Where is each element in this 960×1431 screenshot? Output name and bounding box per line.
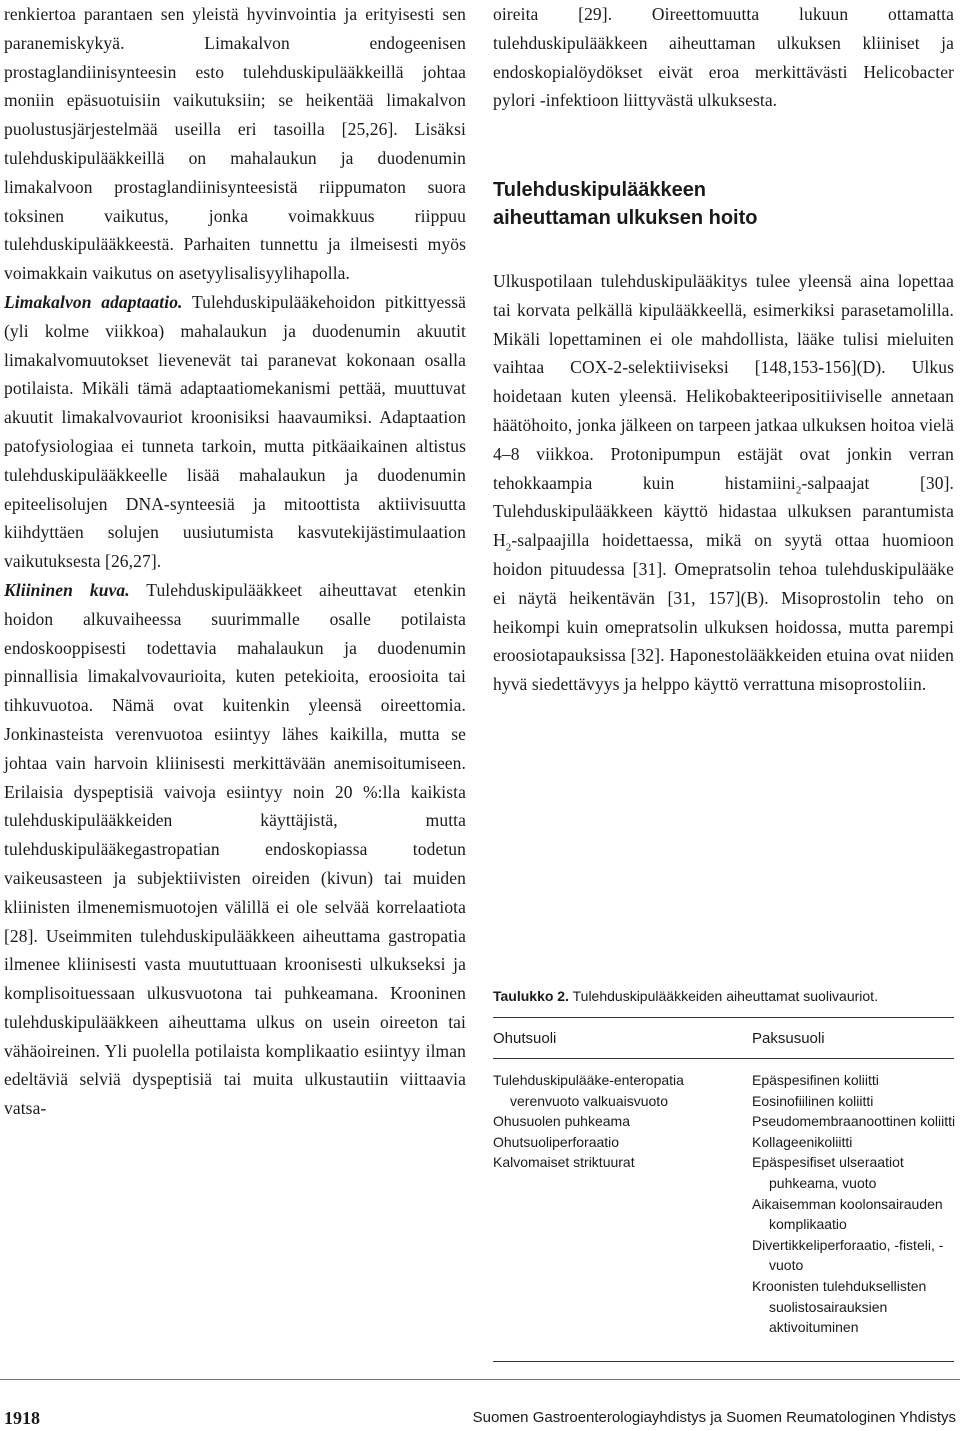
paragraph-mucosal-adaptation <box>4 288 466 576</box>
page-number: 1918 <box>4 1408 40 1428</box>
paragraph-continuation: oireita [29]. Oireettomuutta lukuun ottamatta tulehduskipulääkkeen aiheuttaman ulkuksen kliiniset ja endoskopialöydökset eivät eroa merkittävästi Helicobacter pylori -infektioon liittyvästä ulkuksesta. <box>493 4 954 111</box>
table-cell: Divertikkeliperforaatio, -fisteli, -vuoto <box>752 1236 944 1274</box>
table-cell: Pseudomembraanoottinen koliitti <box>752 1113 956 1130</box>
table-cell: Ohusuolen puhkeama <box>493 1113 630 1130</box>
subscript-2: 2 <box>505 541 512 554</box>
treatment-text-part-3: -salpaajilla hoidettaessa, mikä on syytä ottaa huomioon hoidon pituudessa [31]. Omepratsolin tehoa tulehduskipulääke ei näytä heikentävän [31, 157](B). Misoprostolin teho on heikompi kuin omepratsolin ulkuksen hoidossa, mutta parempi eroosiotapauksissa [32]. Haponestolääkkeiden etuina ovat niiden hyvä siedettävyys ja helppo käyttö verrattuna misoprostoliin. <box>493 530 954 695</box>
table-cell: Epäspesifinen koliitti <box>752 1072 879 1088</box>
paragraph-clinical-picture <box>4 576 466 1123</box>
table-cell: Kalvomaiset striktuurat <box>493 1154 635 1171</box>
table-header-small-intestine: Ohutsuoli <box>493 1030 557 1047</box>
table-cell: Aikaisemman koolonsairauden komplikaatio <box>752 1195 943 1233</box>
table-header-large-intestine: Paksusuoli <box>752 1030 825 1047</box>
table-cell: Kollageenikoliitti <box>752 1133 853 1150</box>
heading-line-2: aiheuttaman ulkuksen hoito <box>493 207 758 229</box>
right-column-top <box>493 0 954 115</box>
table-cell: Epäspesifiset ulseraatiot puhkeama, vuoto <box>752 1154 904 1191</box>
paragraph-mucosal-damage: renkiertoa parantaen sen yleistä hyvinvointia ja erityisesti sen paranemiskykyä. Limakalvon endogeenisen prostaglandiinisynteesin esto tulehduskipulääkkeillä johtaa moniin epäsuotuisiin vaikutuksiin; se heikentää limakalvon puolustusjärjestelmää useilla eri tasoilla [25,26]. Lisäksi tulehduskipulääkkeillä on mahalaukun ja duodenumin limakalvoon prostaglandiinisynteesistä riippumaton suora toksinen vaikutus, jonka voimakkuus riippuu tulehduskipulääkkeestä. Parhaiten tunnettu ja ilmeisesti myös voimakkain vaikutus on asetyylisalisyylihapolla. <box>4 4 466 284</box>
table-cell: Eosinofiilinen koliitti <box>752 1092 874 1109</box>
table-cell: Tulehduskipulääke-enteropatia verenvuoto valkuaisvuoto <box>493 1072 684 1109</box>
table-caption-text: Tulehduskipulääkkeiden aiheuttamat suolivauriot. <box>572 988 878 1004</box>
heading-line-1: Tulehduskipulääkkeen <box>493 179 707 201</box>
run-in-heading-clinical: Kliininen kuva. <box>4 579 130 600</box>
paragraph-treatment <box>493 267 954 699</box>
treatment-text-part-1: Ulkuspotilaan tulehduskipulääkitys tulee yleensä aina lopettaa tai korvata pelkällä kipulääkkeellä, esimerkiksi parasetamolilla. Mikäli lopettaminen ei ole mahdollista, lääke tulisi mieluiten vaihtaa COX-2-selektiiviseksi [148,153-156](D). Ulkus hoidetaan kuten yleensä. Helikobakteeripositiiviselle annetaan häätöhoito, jonka jälkeen on tarpeen jatkaa ulkuksen hoitoa vielä 4–8 viikkoa. Protonipumpun estäjät ovat jonkin verran tehokkaampia kuin histamiini <box>493 271 954 493</box>
paragraph-adaptation-body: Tulehduskipulääkehoidon pitkittyessä (yli kolme viikkoa) mahalaukun ja duodenumin akuutit limakalvomuutokset lievenevät tai paranevat kokonaan osalla potilaista. Mikäli tämä adaptaatiomekanismi pettää, muuttuvat akuutit limakalvovauriot kroonisiksi haavaumiksi. Adaptaation patofysiologiaa ei tunneta tarkoin, mutta pitkäaikainen altistus tulehduskipulääkkeelle lisää mahalaukun ja duodenumin epiteelisolujen DNA-synteesiä ja mitoottista aktiivisuutta kiihdyttäen solujen uusiutumista kasvutekijästimulaation vaikutuksesta [26,27]. <box>4 291 467 572</box>
table-rule-bottom <box>493 1361 954 1362</box>
paragraph-clinical-body: Tulehduskipulääkkeet aiheuttavat etenkin hoidon alkuvaiheessa suurimmalle osalle potilaista endoskooppisesti todettavia mahalaukun ja duodenumin pinnallisia limakalvovaurioita, kuten petekioita, eroosioita tai tihkuvuotoa. Nämä ovat kuitenkin yleensä oireettomia. Jonkinasteista verenvuotoa esiintyy lähes kaikilla, mutta se johtaa vain harvoin kliinisesti merkittävään anemisoitumiseen. Erilaisia dyspeptisiä vaivoja esiintyy noin 20 %:lla kaikista tulehduskipulääkkeiden käyttäjistä, mutta tulehduskipulääkegastropatian endoskopiassa todetun vaikeusasteen ja subjektiivisten oireiden (kivun) tai muiden kliinisten ilmenemismuotojen välillä ei ole selvää korrelaatiota [28]. Useimmiten tulehduskipulääkkeen aiheuttama gastropatia ilmenee kliinisesti vasta muututtuaan kroonisesti ulkukseksi ja komplisoituessaan ulkusvuotona tai puhkeamana. Krooninen tulehduskipulääkkeen aiheuttama ulkus on usein oireeton tai vähäoireinen. Yli puolella potilaista komplikaatio esiintyy ilman edeltäviä selviä dyspeptisiä tai muita ulkustautiin viittaavia vatsa- <box>4 579 466 1119</box>
table-rule-top <box>493 1017 954 1018</box>
table-column-large-intestine <box>752 1070 957 1338</box>
section-body <box>493 267 954 699</box>
run-in-heading-adaptation: Limakalvon adaptaatio. <box>4 291 183 312</box>
table-column-small-intestine <box>493 1070 743 1173</box>
table-caption-label: Taulukko 2. <box>493 988 569 1004</box>
footer-rule <box>0 1379 960 1380</box>
table-cell: Ohutsuoliperforaatio <box>493 1133 620 1150</box>
table-rule-middle <box>493 1058 954 1059</box>
section-heading-ulcer-treatment <box>493 176 954 232</box>
treatment-text-part-2: -salpaajat [30]. Tulehduskipulääkkeen käyttö hidastaa ulkuksen parantumista H <box>493 472 954 551</box>
table-caption <box>493 986 960 1006</box>
left-column <box>4 0 466 1123</box>
journal-name: Suomen Gastroenterologiayhdistys ja Suomen Reumatologinen Yhdistys <box>472 1409 956 1426</box>
subscript-2: 2 <box>795 484 802 497</box>
table-cell: Kroonisten tulehduksellisten suolistosairauksien aktivoituminen <box>752 1277 927 1336</box>
